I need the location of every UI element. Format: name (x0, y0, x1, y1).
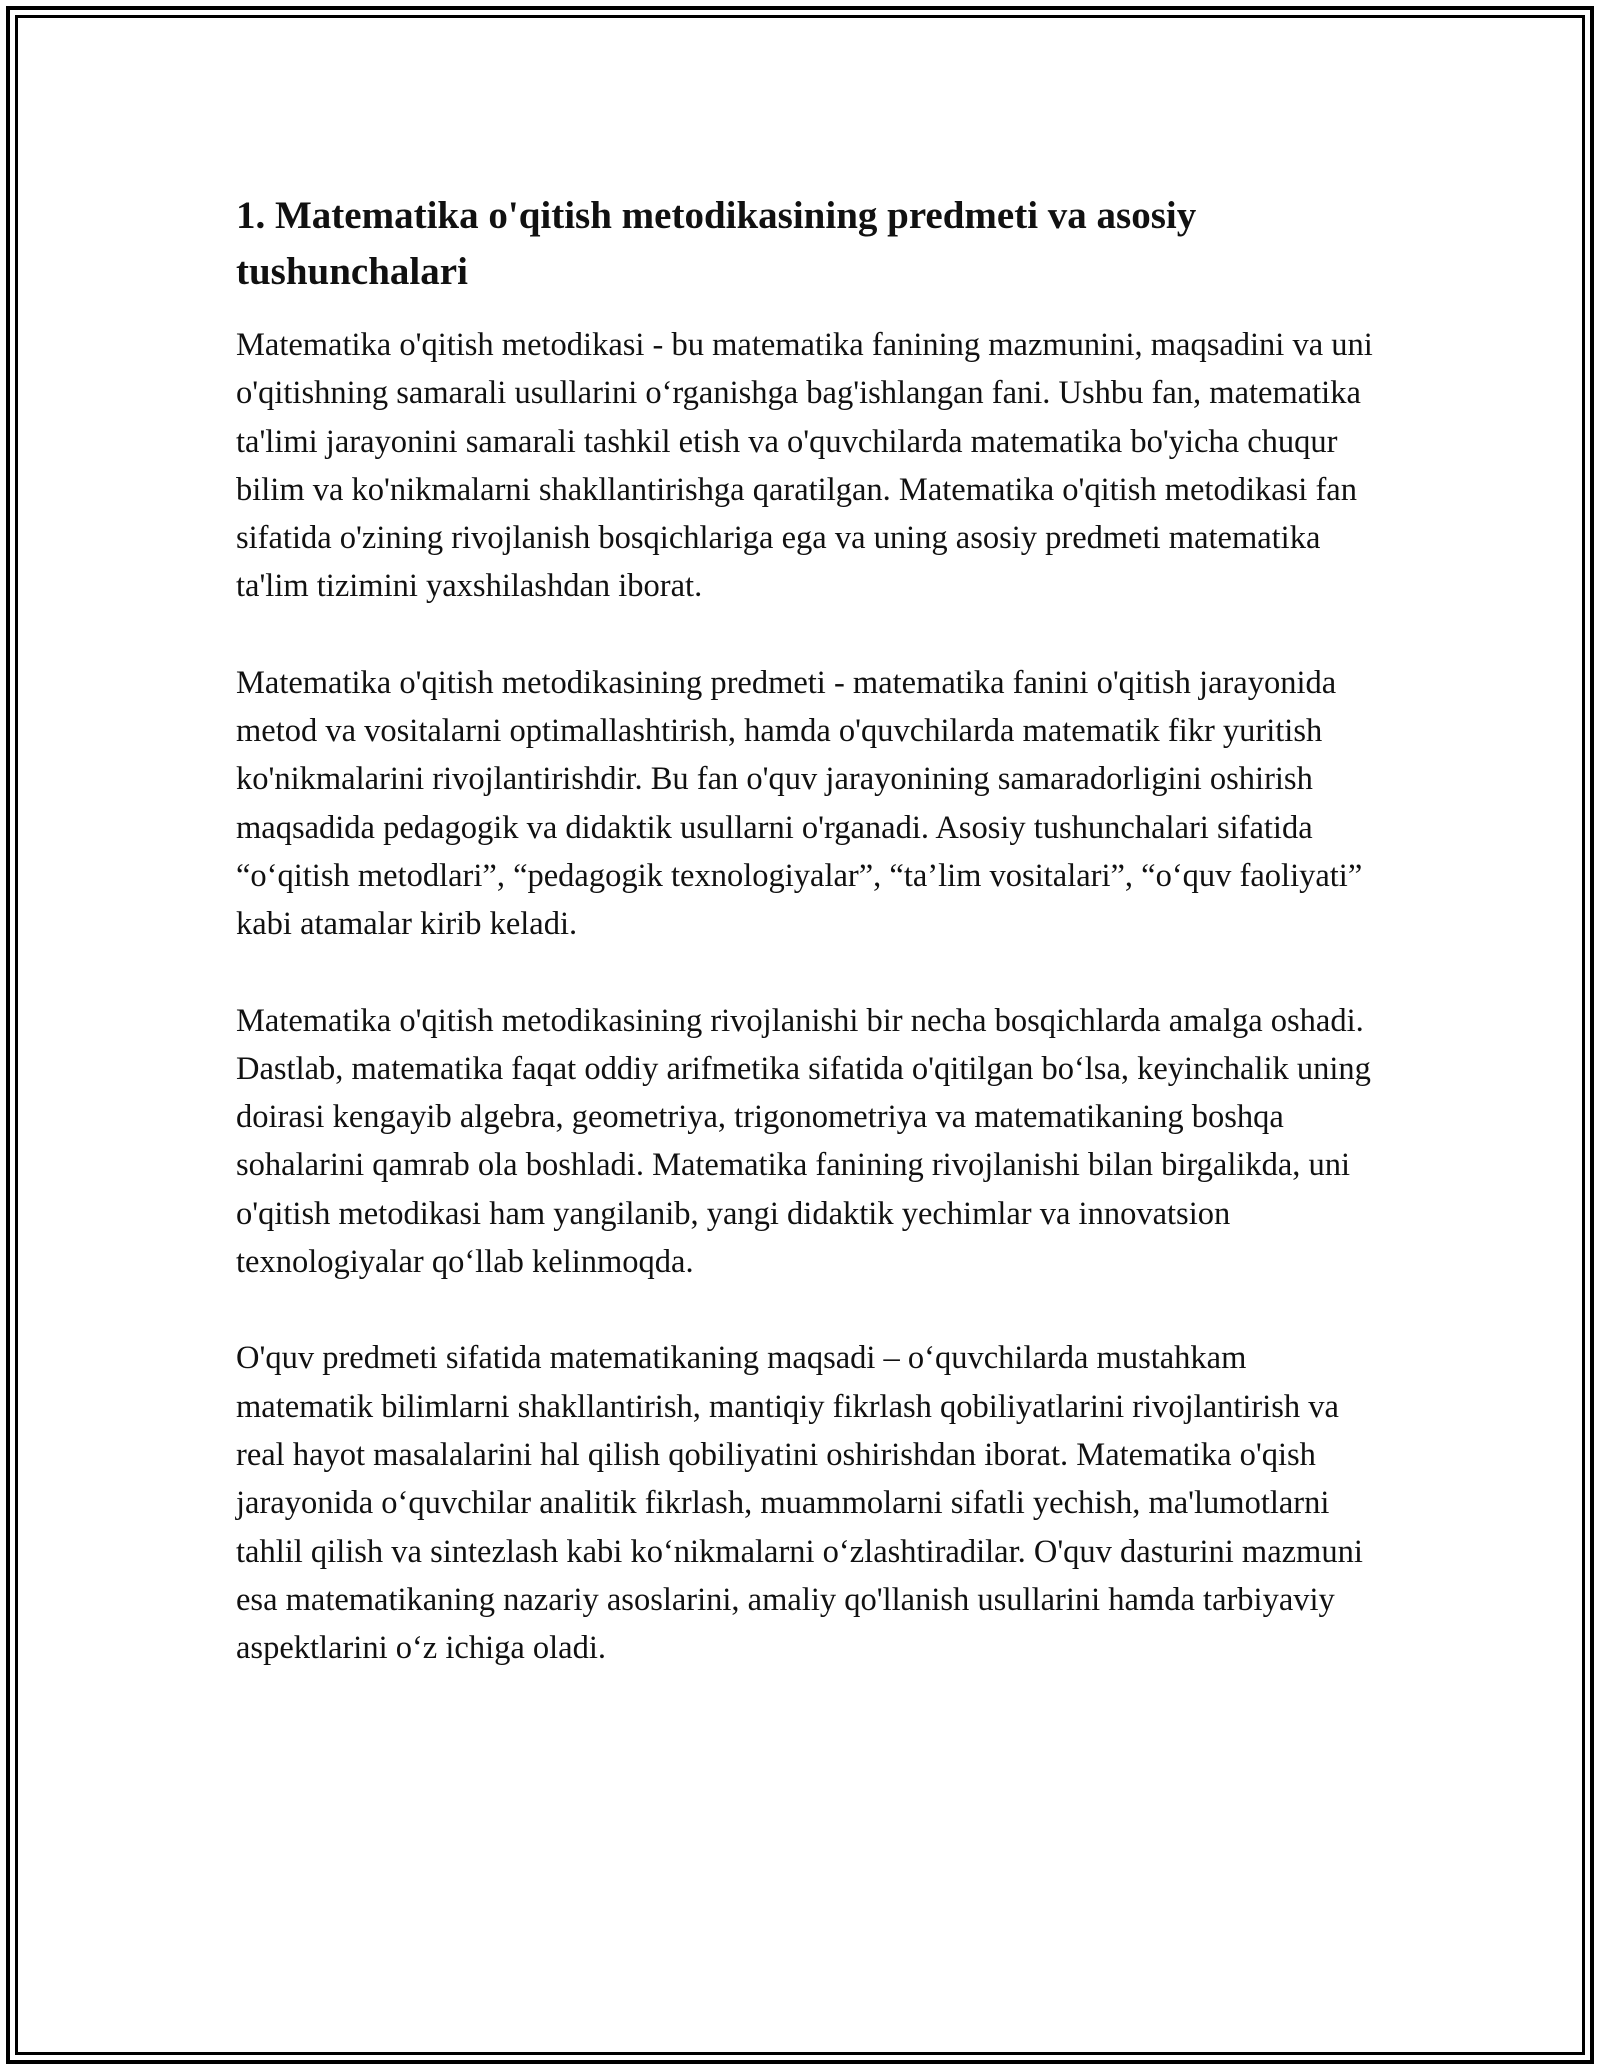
paragraph-3: Matematika o'qitish metodikasining rivojlanishi bir necha bosqichlarda amalga oshadi. Dastlab, matematika faqat oddiy arifmetika sifatida o'qitilgan bo‘lsa, keyinchalik uning doirasi kengayib algebra, geometriya, trigonometriya va matematikaning boshqa sohalarini qamrab ola boshladi. Matematika fanining rivojlanishi bilan birgalikda, uni o'qitish metodikasi ham yangilanib, yangi didaktik yechimlar va innovatsion texnologiyalar qo‘llab kelinmoqda. (236, 1002, 1371, 1281)
paragraph-1: Matematika o'qitish metodikasi - bu matematika fanining mazmunini, maqsadini va uni o'qitishning samarali usullarini o‘rganishga bag'ishlangan fani. Ushbu fan, matematika ta'limi jarayonini samarali tashkil etish va o'quvchilarda matematika bo'yicha chuqur bilim va ko'nikmalarni shakllantirishga qaratilgan. Matematika o'qitish metodikasi fan sifatida o'zining rivojlanish bosqichlariga ega va uning asosiy predmeti matematika ta'lim tizimini yaxshilashdan iborat. (236, 327, 1373, 605)
document-title: 1. Matematika o'qitish metodikasining predmeti va asosiy tushunchalari (236, 194, 1197, 293)
paragraph-2: Matematika o'qitish metodikasining predmeti - matematika fanini o'qitish jarayonida metod va vositalarni optimallashtirish, hamda o'quvchilarda matematik fikr yuritish ko'nikmalarini rivojlantirishdir. Bu fan o'quv jarayonining samaradorligini oshirish maqsadida pedagogik va didaktik usullarni o'rganadi. Asosiy tushunchalari sifatida “o‘qitish metodlari”, “pedagogik texnologiyalar”, “ta’lim vositalari”, “o‘quv faoliyati” kabi atamalar kirib keladi. (236, 664, 1363, 943)
paragraph-4: O'quv predmeti sifatida matematikaning maqsadi – o‘quvchilarda mustahkam matematik bilimlarni shakllantirish, mantiqiy fikrlash qobiliyatlarini rivojlantirish va real hayot masalalarini hal qilish qobiliyatini oshirishdan iborat. Matematika o'qish jarayonida o‘quvchilar analitik fikrlash, muammolarni sifatli yechish, ma'lumotlarni tahlil qilish va sintezlash kabi ko‘nikmalarni o‘zlashtiradilar. O'quv dasturini mazmuni esa matematikaning nazariy asoslarini, amaliy qo'llanish usullarini hamda tarbiyaviy aspektlarini o‘z ichiga oladi. (236, 1340, 1363, 1667)
document-body (236, 188, 1386, 1720)
